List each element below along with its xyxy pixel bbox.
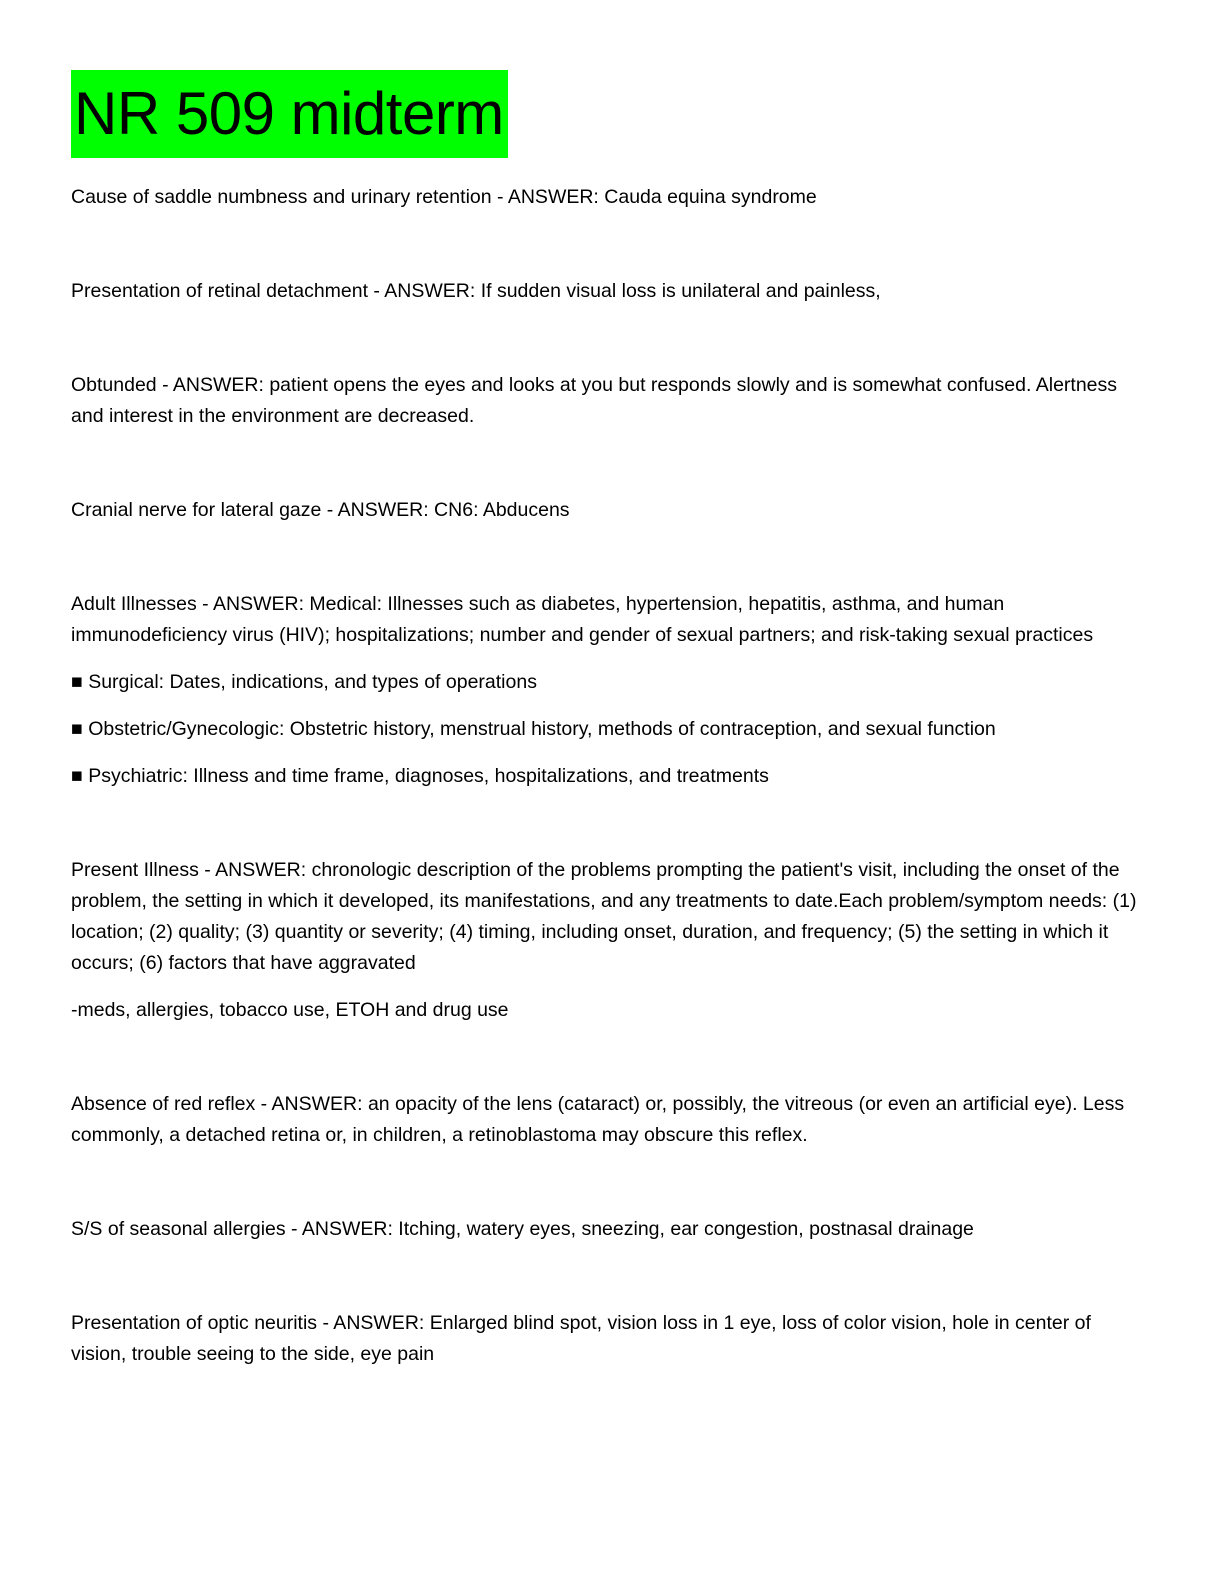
- bullet-line: ■ Psychiatric: Illness and time frame, diagnoses, hospitalizations, and treatments: [71, 765, 769, 787]
- qa-list: [71, 182, 1151, 1370]
- bullet-line: ■ Obstetric/Gynecologic: Obstetric history, menstrual history, methods of contraception, and sexual function: [71, 718, 996, 740]
- document-title: NR 509 midterm: [71, 70, 508, 158]
- qa-text: Obtunded - ANSWER: patient opens the eyes and looks at you but responds slowly and is somewhat confused. Alertness and interest in the environment are decreased.: [71, 374, 1118, 427]
- qa-text: S/S of seasonal allergies - ANSWER: Itching, watery eyes, sneezing, ear congestion, postnasal drainage: [71, 1218, 974, 1240]
- qa-entry: [71, 370, 1151, 432]
- qa-entry: [71, 495, 1151, 526]
- qa-entry: [71, 1089, 1151, 1151]
- qa-text: Presentation of retinal detachment - ANSWER: If sudden visual loss is unilateral and painless,: [71, 280, 881, 302]
- bullet-line: ■ Surgical: Dates, indications, and types of operations: [71, 671, 537, 693]
- qa-entry: [71, 855, 1151, 1026]
- document-page: [71, 70, 1151, 1370]
- qa-text: Cranial nerve for lateral gaze - ANSWER: CN6: Abducens: [71, 499, 570, 521]
- qa-text: Cause of saddle numbness and urinary retention - ANSWER: Cauda equina syndrome: [71, 186, 817, 208]
- qa-entry: [71, 1308, 1151, 1370]
- qa-text: Absence of red reflex - ANSWER: an opacity of the lens (cataract) or, possibly, the vitreous (or even an artificial eye). Less commonly, a detached retina or, in children, a retinoblastoma may obscure this reflex.: [71, 1093, 1125, 1146]
- continuation-line: -meds, allergies, tobacco use, ETOH and drug use: [71, 999, 509, 1021]
- qa-text: Present Illness - ANSWER: chronologic description of the problems prompting the patient's visit, including the onset of the problem, the setting in which it developed, its manifestations, and any treatments to date.Each problem/symptom needs: (1) location; (2) quality; (3) quantity or severity; (4) timing, including onset, duration, and frequency; (5) the setting in which it occurs; (6) factors that have aggravated: [71, 859, 1137, 974]
- qa-text: Presentation of optic neuritis - ANSWER: Enlarged blind spot, vision loss in 1 eye, loss of color vision, hole in center of vision, trouble seeing to the side, eye pain: [71, 1312, 1091, 1365]
- qa-entry: [71, 182, 1151, 213]
- qa-entry: [71, 589, 1151, 792]
- qa-entry: [71, 276, 1151, 307]
- qa-text: Adult Illnesses - ANSWER: Medical: Illnesses such as diabetes, hypertension, hepatitis, asthma, and human immunodeficiency virus (HIV); hospitalizations; number and gender of sexual partners; and risk-taking sexual practices: [71, 593, 1094, 646]
- qa-entry: [71, 1214, 1151, 1245]
